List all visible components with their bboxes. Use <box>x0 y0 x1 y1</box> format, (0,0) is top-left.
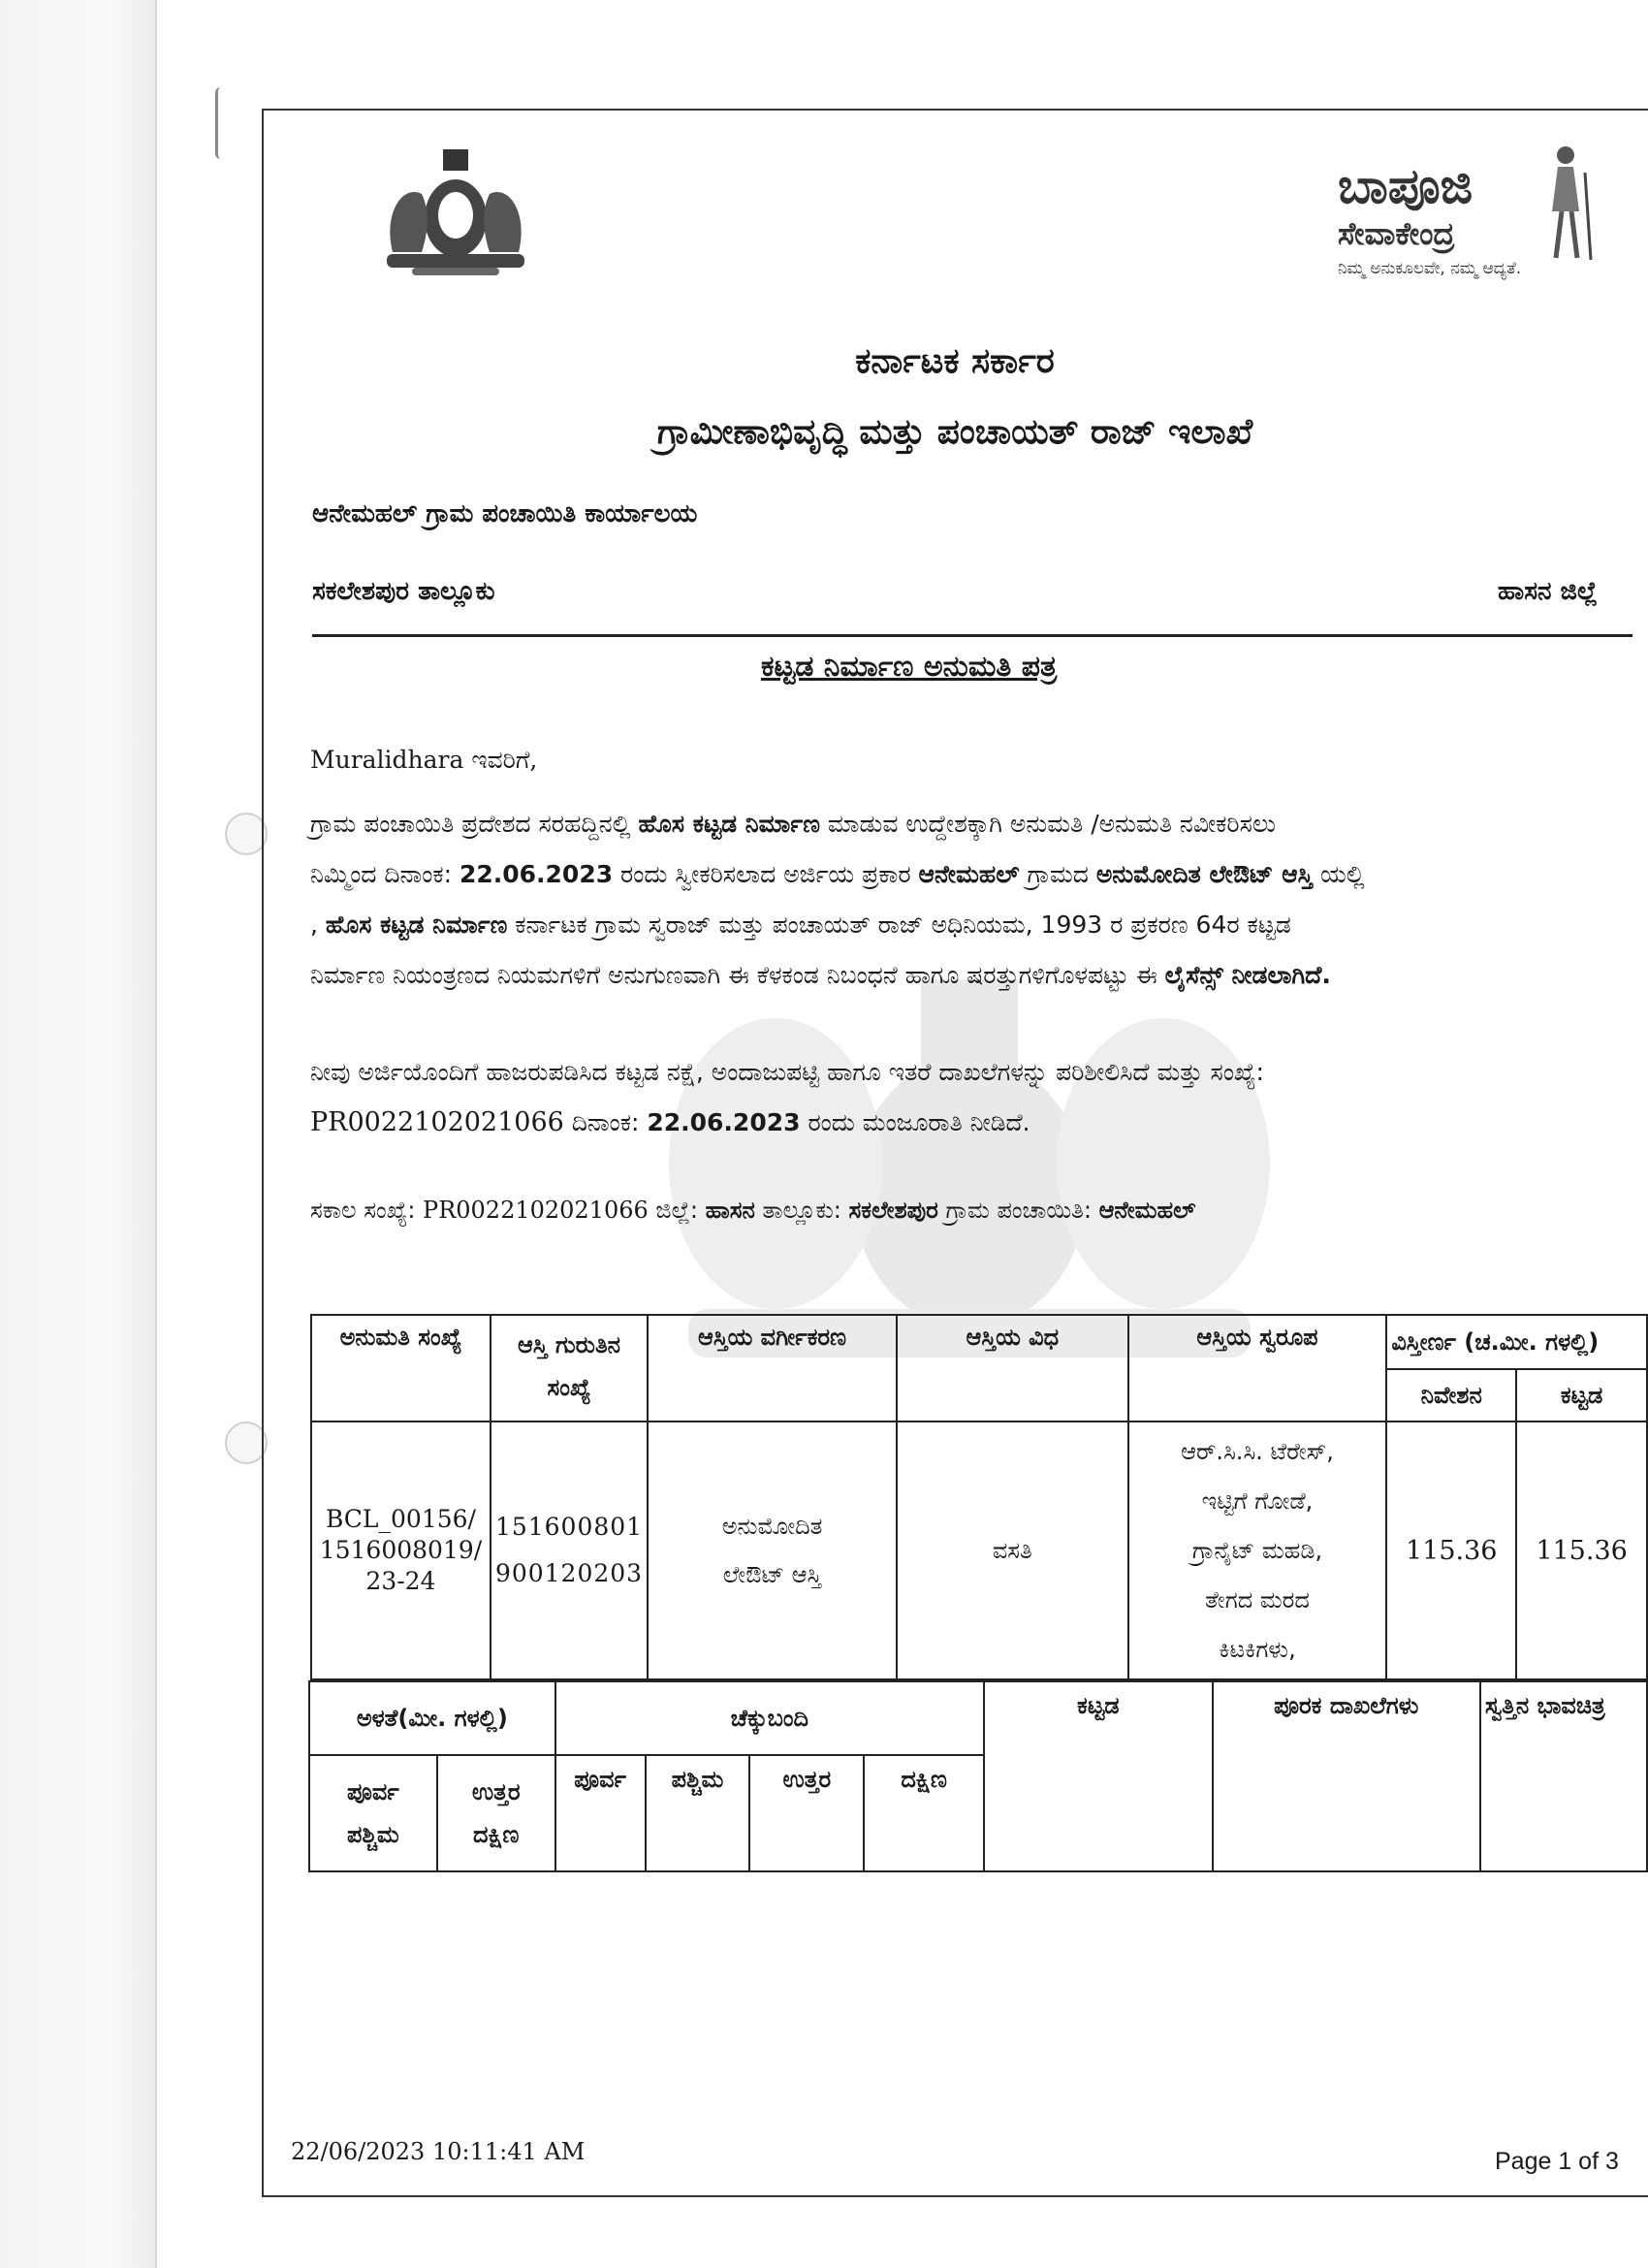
government-name: ಕರ್ನಾಟಕ ಸರ್ಕಾರ <box>855 341 1055 381</box>
col-dimension: ಅಳತೆ(ಮೀ. ಗಳಲ್ಲಿ) <box>309 1681 555 1755</box>
col-classification: ಆಸ್ತಿಯ ವರ್ಗೀಕರಣ <box>648 1315 897 1421</box>
gandhi-figure-icon <box>1537 144 1595 262</box>
document-title: ಕಟ್ಟಡ ನಿರ್ಮಾಣ ಅನುಮತಿ ಪತ್ರ <box>761 650 1058 684</box>
cell-permit-no: BCL_00156/ 1516008019/ 23-24 <box>311 1421 491 1679</box>
reference-number: PR0022102021066 <box>310 1107 564 1137</box>
cell-building-area: 115.36 <box>1516 1421 1647 1679</box>
text: ನಿರ್ಮಾಣ ನಿಯಂತ್ರಣದ ನಿಯಮಗಳಿಗೆ ಅನುಗುಣವಾಗಿ ಈ ಕೆಳಕಂಡ ನಿಬಂಧನೆ ಹಾಗೂ ಷರತ್ತುಗಳಿಗೊಳಪಟ್ಟು ಈ <box>310 961 1165 989</box>
col-south: ದಕ್ಷಿಣ <box>864 1755 984 1871</box>
sakala-number: PR0022102021066 <box>423 1197 649 1224</box>
paragraph-1-line-3 <box>310 900 1291 950</box>
text: ದಿನಾಂಕ: <box>563 1108 648 1136</box>
application-date: 22.06.2023 <box>459 860 614 888</box>
col-site-area: ನಿವೇಶನ <box>1386 1369 1516 1421</box>
col-east-west: ಪೂರ್ವ ಪಶ್ಚಿಮ <box>309 1755 437 1871</box>
col-type: ಆಸ್ತಿಯ ವಿಧ <box>897 1315 1128 1421</box>
text: , <box>310 910 326 939</box>
logo-title: ಬಾಪೂಜಿ <box>1338 158 1474 214</box>
text: ರಂದು ಮಂಜೂರಾತಿ ನೀಡಿದೆ. <box>800 1108 1030 1136</box>
permit-details-table <box>310 1314 1648 1680</box>
karnataka-emblem-icon <box>373 145 538 279</box>
paragraph-2-line-2 <box>310 1098 1030 1148</box>
paragraph-1-line-2 <box>310 849 1365 900</box>
taluk-value: ಸಕಲೇಶಪುರ <box>848 1197 938 1224</box>
village-name: ಆನೇಮಹಲ್ <box>918 860 1020 888</box>
text: ಯಲ್ಲಿ <box>1313 860 1365 888</box>
col-west: ಪಶ್ಚಿಮ <box>646 1755 750 1871</box>
approval-date: 22.06.2023 <box>647 1108 801 1136</box>
gp-value: ಆನೇಮಹಲ್ <box>1098 1197 1196 1224</box>
logo-subtitle: ಸೇವಾಕೇಂದ್ರ <box>1338 215 1455 252</box>
district-name: ಹಾಸನ ಜಿಲ್ಲೆ <box>1498 577 1598 606</box>
paragraph-1-line-4 <box>310 950 1331 1001</box>
header-divider <box>312 634 1632 637</box>
col-photo: ಸ್ವತ್ತಿನ ಭಾವಚಿತ್ರ <box>1480 1681 1647 1871</box>
text: ಕರ್ನಾಟಕ ಗ್ರಾಮ ಸ್ವರಾಜ್ ಮತ್ತು ಪಂಚಾಯತ್ ರಾಜ್ ಅಧಿನಿಯಮ, 1993 ರ ಪ್ರಕರಣ 64ರ ಕಟ್ಟಡ <box>507 910 1291 939</box>
col-building-area: ಕಟ್ಟಡ <box>1516 1369 1647 1421</box>
salutation-suffix: ಇವರಿಗೆ, <box>463 746 538 774</box>
text: ನಿಮ್ಮಿಂದ ದಿನಾಂಕ: <box>310 860 460 888</box>
col-area: ವಿಸ್ತೀರ್ಣ (ಚ.ಮೀ. ಗಳಲ್ಲಿ) <box>1386 1315 1647 1369</box>
department-name: ಗ್ರಾಮೀಣಾಭಿವೃದ್ಧಿ ಮತ್ತು ಪಂಚಾಯತ್ ರಾಜ್ ಇಲಾಖೆ <box>656 412 1253 452</box>
col-boundaries: ಚೆಕ್ಕುಬಂದಿ <box>555 1681 984 1755</box>
col-north: ಉತ್ತರ <box>749 1755 864 1871</box>
text: ಗ್ರಾಮದ <box>1019 860 1096 888</box>
district-value: ಹಾಸನ <box>705 1197 755 1224</box>
col-property-id: ಆಸ್ತಿ ಗುರುತಿನ ಸಂಖ್ಯೆ <box>491 1315 648 1421</box>
paragraph-1-line-1 <box>310 799 1276 849</box>
text-bold: ಹೊಸ ಕಟ್ಟಡ ನಿರ್ಮಾಣ <box>638 810 820 838</box>
paragraph-2-line-1: ನೀವು ಅರ್ಜಿಯೊಂದಿಗೆ ಹಾಜರುಪಡಿಸಿದ ಕಟ್ಟಡ ನಕ್ಷೆ, ಅಂದಾಜುಪಟ್ಟಿ ಹಾಗೂ ಇತರೆ ದಾಖಲೆಗಳನ್ನು ಪರಿಶೀಲಿಸಿದೆ ಮತ್ತು ಸಂಖ್ಯೆ: <box>310 1058 1264 1086</box>
staple-mark <box>215 87 226 159</box>
col-north-south: ಉತ್ತರ ದಕ್ಷಿಣ <box>437 1755 555 1871</box>
sakala-line <box>310 1185 1195 1235</box>
print-timestamp: 22/06/2023 10:11:41 AM <box>291 2138 586 2165</box>
text-bold: ಹೊಸ ಕಟ್ಟಡ ನಿರ್ಮಾಣ <box>325 910 508 939</box>
taluk-name: ಸಕಲೇಶಪುರ ತಾಲ್ಲೂಕು <box>312 577 495 606</box>
cell-type: ವಸತಿ <box>897 1421 1128 1679</box>
col-east: ಪೂರ್ವ <box>555 1755 646 1871</box>
cell-property-id: 151600801 900120203 <box>491 1421 648 1679</box>
text: ಮಾಡುವ ಉದ್ದೇಶಕ್ಕಾಗಿ ಅನುಮತಿ /ಅನುಮತಿ ನವೀಕರಿಸಲು <box>819 810 1277 838</box>
dimensions-table <box>308 1680 1648 1872</box>
emblem-watermark-icon <box>630 950 1309 1377</box>
cell-classification: ಅನುಮೋದಿತ ಲೇಔಟ್ ಆಸ್ತಿ <box>648 1421 897 1679</box>
sakala-label: ಸಕಾಲ ಸಂಖ್ಯೆ: <box>310 1197 424 1224</box>
office-name: ಆನೇಮಹಲ್ ಗ್ರಾಮ ಪಂಚಾಯಿತಿ ಕಾರ್ಯಾಲಯ <box>312 499 698 528</box>
col-nature: ಆಸ್ತಿಯ ಸ್ವರೂಪ <box>1128 1315 1387 1421</box>
page-number: Page 1 of 3 <box>1495 2148 1619 2175</box>
text-bold: ಲೈಸೆನ್ಸ್ ನೀಡಲಾಗಿದೆ. <box>1164 961 1331 989</box>
cell-site-area: 115.36 <box>1386 1421 1516 1679</box>
col-supporting-docs: ಪೂರಕ ದಾಖಲೆಗಳು <box>1213 1681 1481 1871</box>
district-label: ಜಿಲ್ಲೆ: <box>648 1197 706 1224</box>
gp-label: ಗ್ರಾಮ ಪಂಚಾಯಿತಿ: <box>937 1197 1099 1224</box>
text: ರಂದು ಸ್ವೀಕರಿಸಲಾದ ಅರ್ಜಿಯ ಪ್ರಕಾರ <box>613 860 919 888</box>
property-class: ಅನುಮೋದಿತ ಲೇಔಟ್ ಆಸ್ತಿ <box>1095 860 1313 888</box>
cell-nature: ಆರ್.ಸಿ.ಸಿ. ಟೆರೇಸ್, ಇಟ್ಟಿಗೆ ಗೋಡೆ, ಗ್ರಾನೈಟ್ ಮಹಡಿ, ತೇಗದ ಮರದ ಕಿಟಕಿಗಳು, <box>1128 1421 1387 1679</box>
recipient-name: Muralidhara <box>310 746 464 774</box>
scan-left-margin <box>0 0 155 2268</box>
col-permit-no: ಅನುಮತಿ ಸಂಖ್ಯೆ <box>311 1315 491 1421</box>
logo-tagline: ನಿಮ್ಮ ಅನುಕೂಲವೇ, ನಮ್ಮ ಆದ್ಯತೆ. <box>1338 259 1522 278</box>
text: ಗ್ರಾಮ ಪಂಚಾಯಿತಿ ಪ್ರದೇಶದ ಸರಹದ್ದಿನಲ್ಲಿ <box>310 810 639 838</box>
taluk-label: ತಾಲ್ಲೂಕು: <box>754 1197 849 1224</box>
col-building: ಕಟ್ಟಡ <box>984 1681 1212 1871</box>
salutation <box>310 735 537 785</box>
